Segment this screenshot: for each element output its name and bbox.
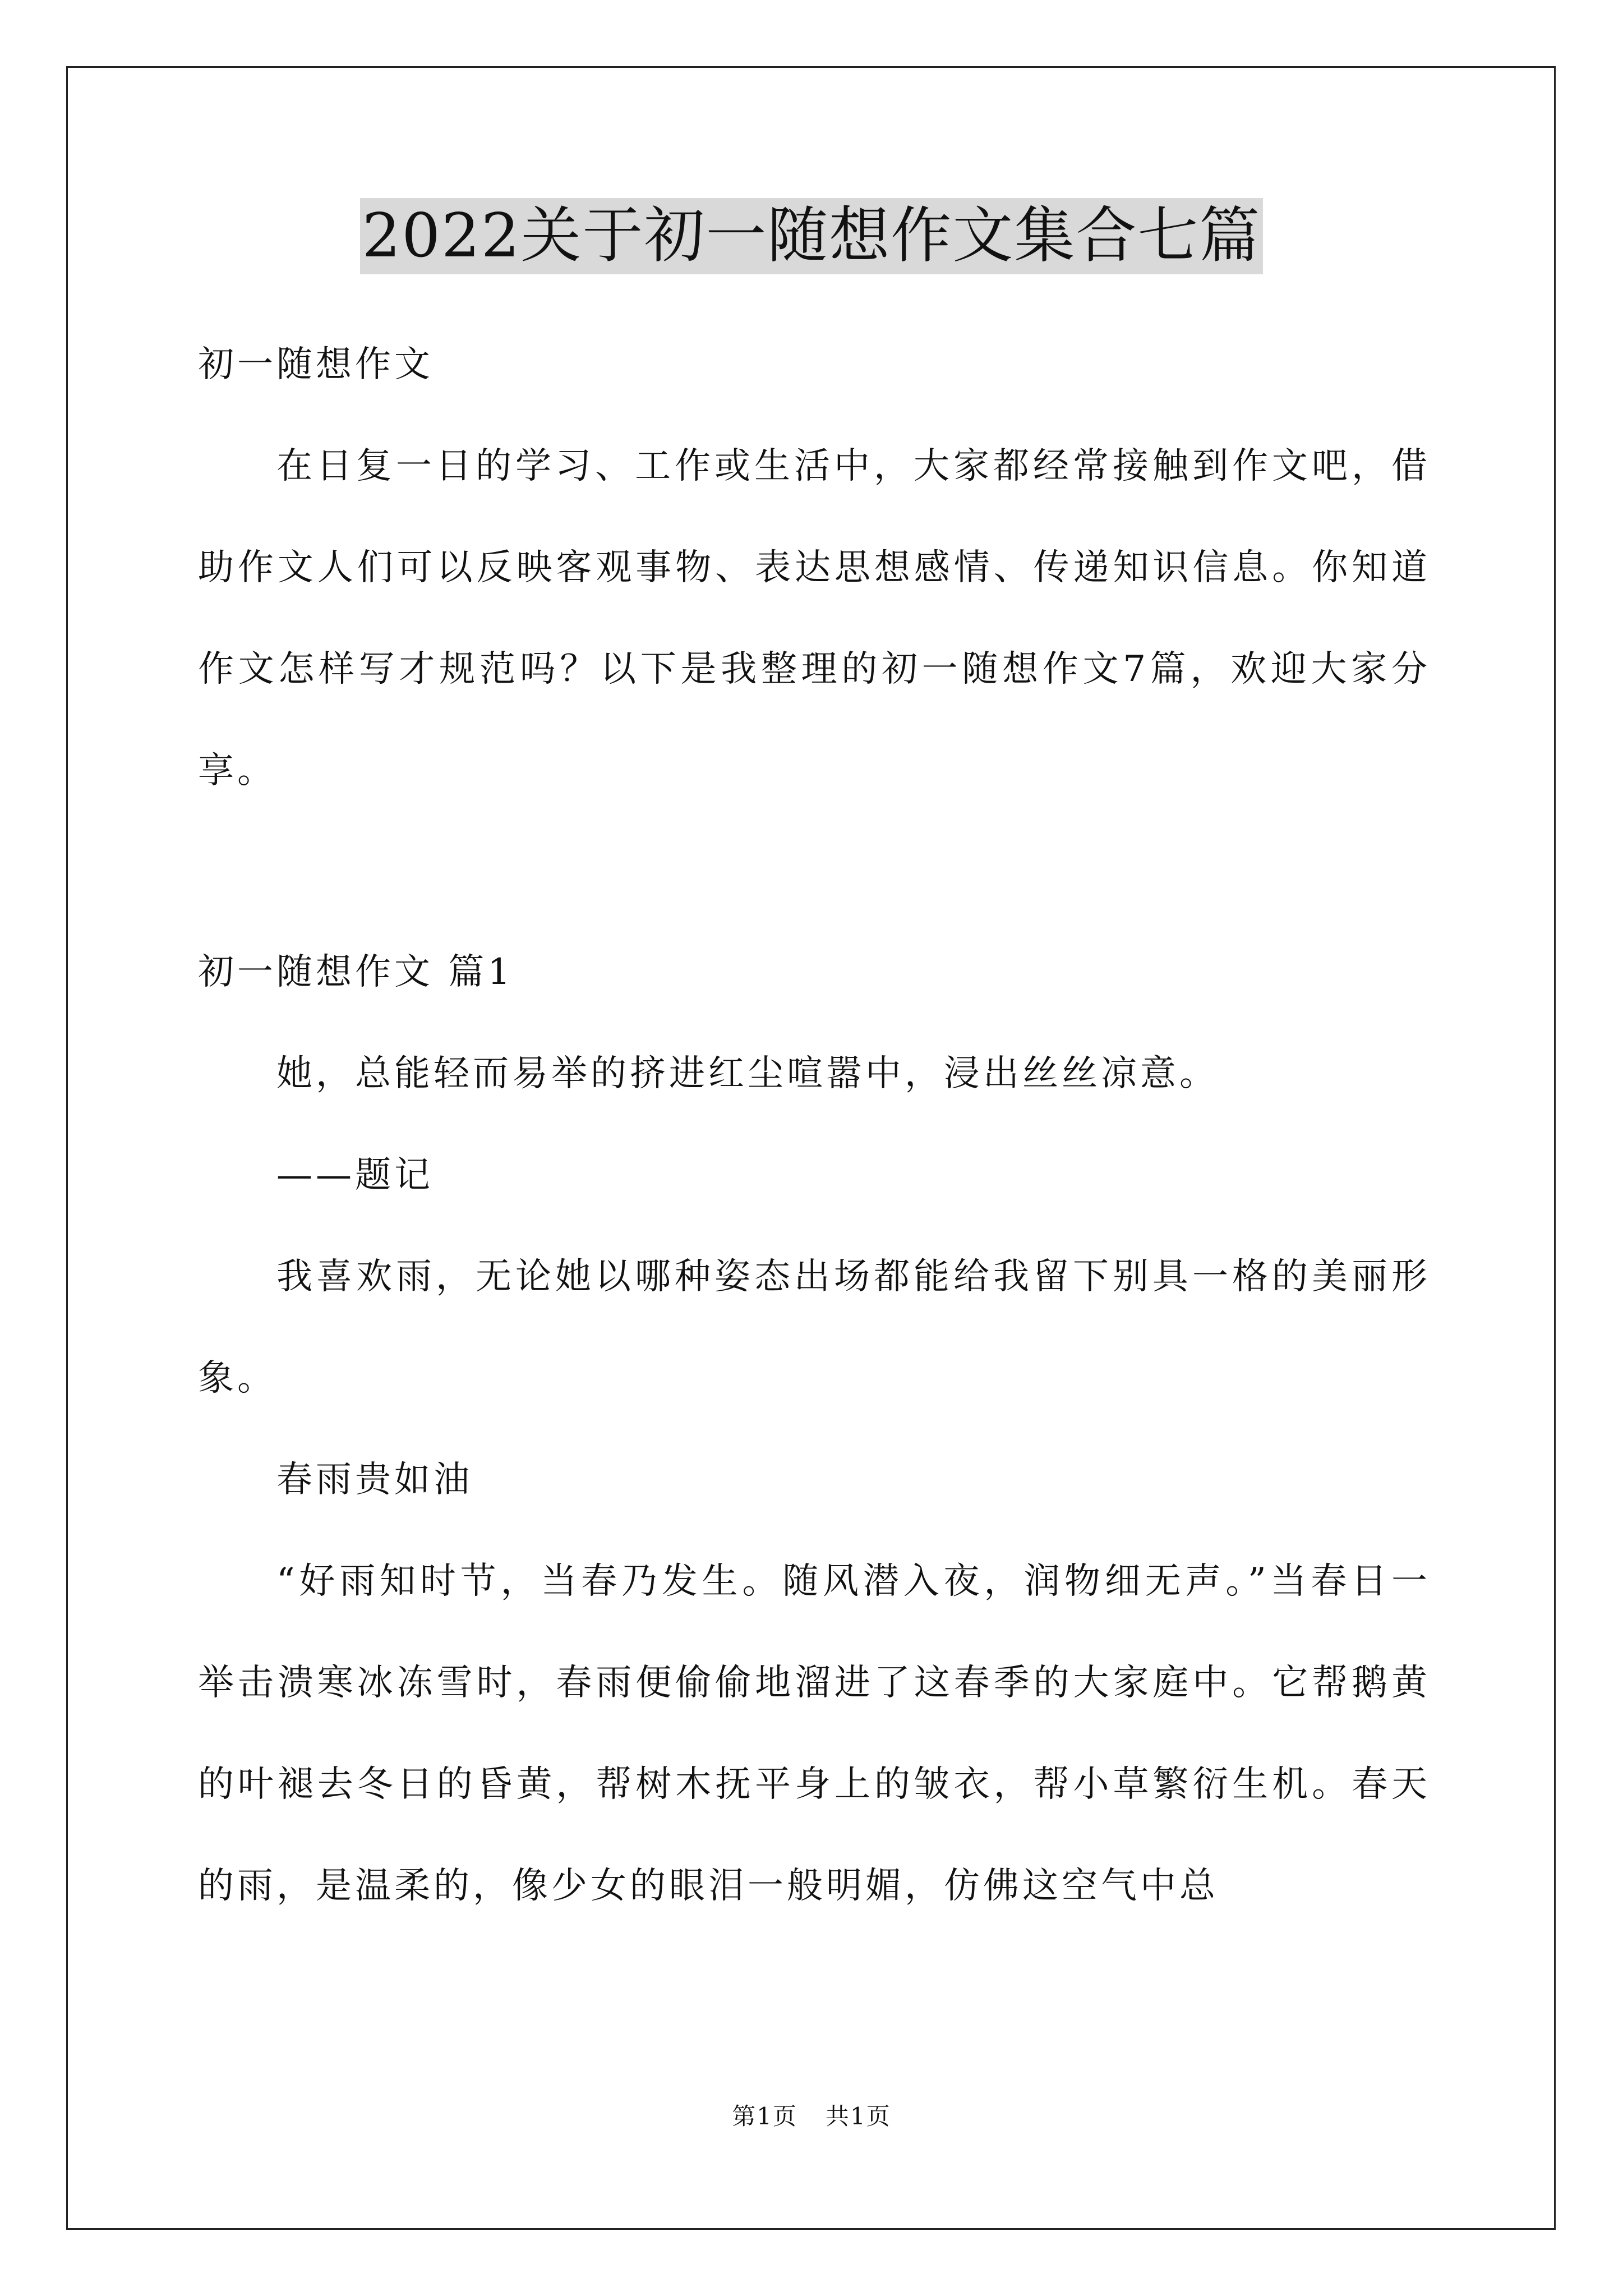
paragraph: 我喜欢雨，无论她以哪种姿态出场都能给我留下别具一格的美丽形象。 — [198, 1256, 1431, 1399]
epigraph-attribution: ——题记 — [276, 1154, 434, 1196]
title-container — [0, 198, 1623, 274]
subheading: 春雨贵如油 — [276, 1459, 473, 1501]
section-heading: 初一随想作文 篇1 — [198, 951, 514, 993]
document-body — [198, 314, 1431, 1937]
page-footer — [0, 2098, 1623, 2132]
document-title: 2022关于初一随想作文集合七篇 — [360, 198, 1264, 274]
intro-paragraph: 在日复一日的学习、工作或生活中，大家都经常接触到作文吧，借助作文人们可以反映客观事物、表达思想感情、传递知识信息。你知道作文怎样写才规范吗？以下是我整理的初一随想作文7篇，欢迎大家分享。 — [198, 445, 1431, 792]
paragraph: 她，总能轻而易举的挤进红尘喧嚣中，浸出丝丝凉意。 — [276, 1053, 1219, 1094]
intro-heading: 初一随想作文 — [198, 344, 434, 385]
page-total: 共1页 — [826, 2102, 891, 2130]
paragraph: “好雨知时节，当春乃发生。随风潜入夜，润物细无声。”当春日一举击溃寒冰冻雪时，春雨便偷偷地溜进了这春季的大家庭中。它帮鹅黄的叶褪去冬日的昏黄，帮树木抚平身上的皱衣，帮小草繁衍生机。春天的雨，是温柔的，像少女的眼泪一般明媚，仿佛这空气中总 — [198, 1561, 1431, 1907]
page-number: 第1页 — [732, 2102, 797, 2130]
section-spacer — [198, 822, 1431, 922]
